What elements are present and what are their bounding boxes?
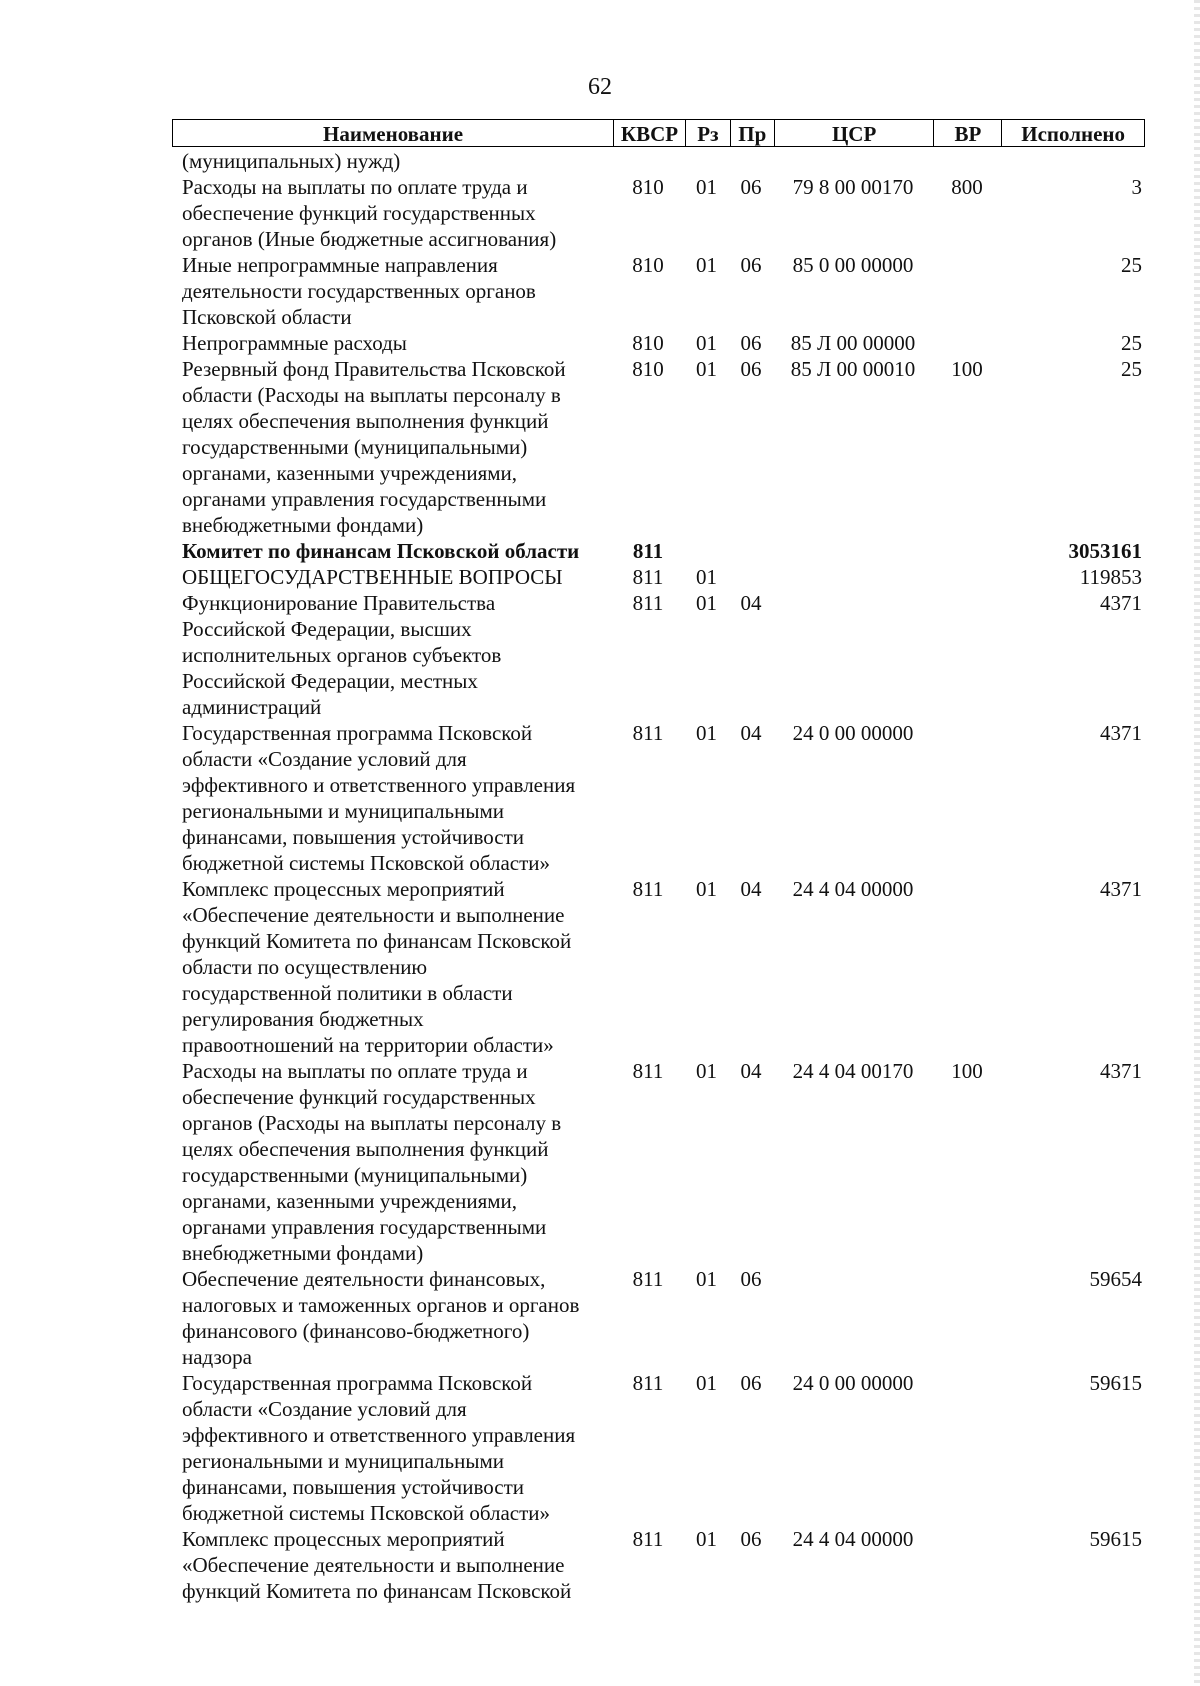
cell-ispolneno: 59615 — [1089, 1527, 1142, 1551]
cell-rz: 01 — [696, 1267, 717, 1291]
name-line: органов (Иные бюджетные ассигнования) — [182, 227, 557, 251]
name-line: администраций — [182, 695, 322, 719]
cell-ispolneno: 3053161 — [1068, 539, 1142, 563]
page-number: 62 — [588, 74, 612, 100]
cell-rz: 01 — [696, 721, 717, 745]
name-line: области по осуществлению — [182, 955, 428, 979]
name-line: исполнительных органов субъектов — [182, 643, 502, 667]
name-line: финансами, повышения устойчивости — [182, 825, 524, 849]
cell-ispolneno: 59654 — [1089, 1267, 1142, 1291]
cell-ispolneno: 4371 — [1100, 1059, 1142, 1083]
cell-pr: 04 — [740, 721, 762, 745]
cell-name — [182, 564, 612, 590]
cell-ispolneno: 4371 — [1100, 721, 1142, 745]
name-line: деятельности государственных органов — [182, 279, 536, 303]
name-line: эффективного и ответственного управления — [182, 1423, 576, 1447]
cell-pr: 06 — [740, 1371, 762, 1395]
header-rz: Рз — [686, 120, 731, 146]
cell-ispolneno: 25 — [1121, 357, 1142, 381]
header-vr: ВР — [934, 120, 1002, 146]
table-row — [182, 564, 1142, 590]
cell-rz: 01 — [696, 877, 717, 901]
cell-ispolneno: 59615 — [1089, 1371, 1142, 1395]
cell-kvsr: 810 — [632, 357, 664, 381]
name-line: целях обеспечения выполнения функций — [182, 409, 549, 433]
cell-pr: 06 — [740, 1267, 762, 1291]
name-line: Расходы на выплаты по оплате труда и — [182, 1059, 528, 1083]
name-line: Непрограммные расходы — [182, 331, 407, 355]
cell-pr: 04 — [740, 877, 762, 901]
table-row — [182, 356, 1142, 538]
cell-pr: 06 — [740, 253, 762, 277]
cell-ispolneno: 4371 — [1100, 591, 1142, 615]
cell-pr: 04 — [740, 591, 762, 615]
header-kvsr: КВСР — [614, 120, 686, 146]
scan-edge-artifact — [1194, 0, 1200, 1686]
cell-vr: 100 — [951, 1059, 983, 1083]
name-line: целях обеспечения выполнения функций — [182, 1137, 549, 1161]
cell-csr: 85 Л 00 00010 — [790, 357, 916, 381]
cell-ispolneno: 3 — [1131, 175, 1142, 199]
name-line: Резервный фонд Правительства Псковской — [182, 357, 566, 381]
cell-rz: 01 — [696, 1371, 717, 1395]
cell-ispolneno: 4371 — [1100, 877, 1142, 901]
cell-kvsr: 811 — [632, 1371, 664, 1395]
name-line: обеспечение функций государственных — [182, 1085, 536, 1109]
name-line: Обеспечение деятельности финансовых, — [182, 1267, 546, 1291]
cell-name — [182, 330, 612, 356]
table-row — [182, 1266, 1142, 1370]
name-line: ОБЩЕГОСУДАРСТВЕННЫЕ ВОПРОСЫ — [182, 565, 563, 589]
cell-kvsr: 811 — [632, 539, 664, 563]
cell-kvsr: 811 — [632, 1059, 664, 1083]
cell-csr: 24 0 00 00000 — [792, 721, 914, 745]
cell-rz: 01 — [696, 175, 717, 199]
name-line: «Обеспечение деятельности и выполнение — [182, 903, 565, 927]
cell-name — [182, 1370, 612, 1526]
name-line: правоотношений на территории области» — [182, 1033, 554, 1057]
cell-kvsr: 810 — [632, 331, 664, 355]
table-row — [182, 252, 1142, 330]
name-line: бюджетной системы Псковской области» — [182, 851, 551, 875]
cell-ispolneno: 119853 — [1079, 565, 1142, 589]
name-line: государственными (муниципальными) — [182, 1163, 528, 1187]
cell-csr: 79 8 00 00170 — [792, 175, 914, 199]
cell-name — [182, 876, 612, 1058]
name-line: государственными (муниципальными) — [182, 435, 528, 459]
name-line: органов (Расходы на выплаты персоналу в — [182, 1111, 562, 1135]
header-csr: ЦСР — [775, 120, 935, 146]
cell-vr: 100 — [951, 357, 983, 381]
cell-kvsr: 810 — [632, 253, 664, 277]
table-row — [182, 720, 1142, 876]
cell-pr: 06 — [740, 331, 762, 355]
cell-name — [182, 1266, 612, 1370]
name-line: органами управления государственными — [182, 1215, 547, 1239]
cell-name — [182, 538, 612, 564]
name-line: Комитет по финансам Псковской области — [182, 539, 580, 563]
name-line: эффективного и ответственного управления — [182, 773, 576, 797]
cell-csr: 24 0 00 00000 — [792, 1371, 914, 1395]
name-line: внебюджетными фондами) — [182, 513, 424, 537]
cell-rz: 01 — [696, 591, 717, 615]
table-row — [182, 148, 1142, 174]
header-name: Наименование — [173, 120, 614, 146]
cell-csr: 85 0 00 00000 — [792, 253, 914, 277]
name-line: органами управления государственными — [182, 487, 547, 511]
cell-kvsr: 810 — [632, 175, 664, 199]
name-line: органами, казенными учреждениями, — [182, 1189, 518, 1213]
cell-name — [182, 1526, 612, 1604]
name-line: региональными и муниципальными — [182, 1449, 505, 1473]
cell-rz: 01 — [696, 331, 717, 355]
name-line: области (Расходы на выплаты персоналу в — [182, 383, 561, 407]
table-header — [172, 119, 1145, 147]
table-row — [182, 1370, 1142, 1526]
name-line: Расходы на выплаты по оплате труда и — [182, 175, 528, 199]
name-line: обеспечение функций государственных — [182, 201, 536, 225]
cell-rz: 01 — [696, 357, 717, 381]
table-row — [182, 1058, 1142, 1266]
cell-rz: 01 — [696, 565, 717, 589]
name-line: Комплекс процессных мероприятий — [182, 1527, 505, 1551]
cell-kvsr: 811 — [632, 1527, 664, 1551]
table-row — [182, 590, 1142, 720]
name-line: Российской Федерации, местных — [182, 669, 478, 693]
cell-kvsr: 811 — [632, 591, 664, 615]
header-ispolneno: Исполнено — [1021, 122, 1126, 146]
table-row — [182, 1526, 1142, 1604]
cell-name — [182, 1058, 612, 1266]
table-row — [182, 330, 1142, 356]
name-line: Функционирование Правительства — [182, 591, 496, 615]
cell-pr: 04 — [740, 1059, 762, 1083]
cell-csr: 85 Л 00 00000 — [790, 331, 916, 355]
cell-vr: 800 — [951, 175, 983, 199]
name-line: региональными и муниципальными — [182, 799, 505, 823]
name-line: Комплекс процессных мероприятий — [182, 877, 505, 901]
name-line: финансового (финансово-бюджетного) — [182, 1319, 530, 1343]
name-line: Государственная программа Псковской — [182, 1371, 533, 1395]
cell-name — [182, 720, 612, 876]
name-line: Иные непрограммные направления — [182, 253, 498, 277]
table-row — [182, 538, 1142, 564]
name-line: бюджетной системы Псковской области» — [182, 1501, 551, 1525]
name-line: государственной политики в области — [182, 981, 513, 1005]
cell-pr: 06 — [740, 1527, 762, 1551]
name-line: (муниципальных) нужд) — [182, 149, 401, 173]
cell-csr: 24 4 04 00170 — [792, 1059, 914, 1083]
name-line: внебюджетными фондами) — [182, 1241, 424, 1265]
cell-kvsr: 811 — [632, 877, 664, 901]
name-line: органами, казенными учреждениями, — [182, 461, 518, 485]
name-line: Государственная программа Псковской — [182, 721, 533, 745]
cell-csr: 24 4 04 00000 — [792, 1527, 914, 1551]
name-line: финансами, повышения устойчивости — [182, 1475, 524, 1499]
name-line: надзора — [182, 1345, 252, 1369]
cell-ispolneno: 25 — [1121, 331, 1142, 355]
cell-ispolneno: 25 — [1121, 253, 1142, 277]
name-line: области «Создание условий для — [182, 1397, 467, 1421]
cell-kvsr: 811 — [632, 565, 664, 589]
name-line: функций Комитета по финансам Псковской — [182, 1579, 572, 1603]
cell-csr: 24 4 04 00000 — [792, 877, 914, 901]
name-line: функций Комитета по финансам Псковской — [182, 929, 572, 953]
cell-name — [182, 174, 612, 252]
name-line: регулирования бюджетных — [182, 1007, 424, 1031]
table-row — [182, 876, 1142, 1058]
name-line: Псковской области — [182, 305, 352, 329]
name-line: налоговых и таможенных органов и органов — [182, 1293, 580, 1317]
cell-kvsr: 811 — [632, 1267, 664, 1291]
cell-rz: 01 — [696, 253, 717, 277]
cell-name — [182, 590, 612, 720]
cell-pr: 06 — [740, 357, 762, 381]
header-pr: Пр — [731, 120, 775, 146]
cell-name — [182, 356, 612, 538]
cell-name — [182, 148, 612, 174]
cell-pr: 06 — [740, 175, 762, 199]
cell-kvsr: 811 — [632, 721, 664, 745]
name-line: Российской Федерации, высших — [182, 617, 472, 641]
cell-rz: 01 — [696, 1527, 717, 1551]
table-body — [182, 148, 1142, 1604]
table-row — [182, 174, 1142, 252]
name-line: «Обеспечение деятельности и выполнение — [182, 1553, 565, 1577]
name-line: области «Создание условий для — [182, 747, 467, 771]
cell-name — [182, 252, 612, 330]
cell-rz: 01 — [696, 1059, 717, 1083]
